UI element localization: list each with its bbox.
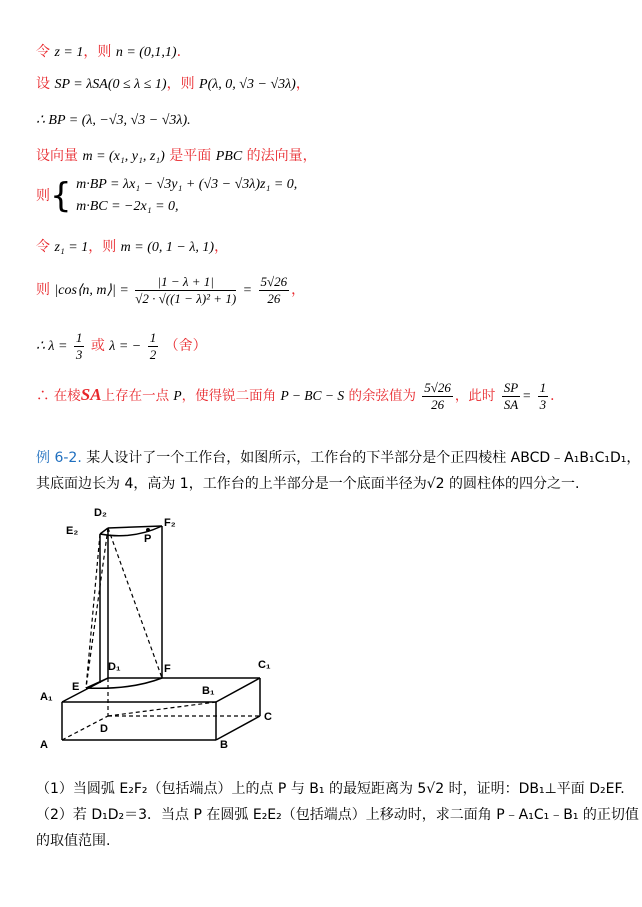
denominator: SA [503, 397, 519, 412]
numerator: 1 [149, 329, 157, 345]
fraction [538, 380, 549, 413]
text: 设 [36, 76, 50, 92]
math-expression: PBC [215, 149, 243, 164]
figure-label: P [144, 533, 152, 545]
solution-line-8 [36, 326, 207, 366]
figure-label: D₁ [108, 661, 121, 673]
solution-line-3 [36, 110, 191, 131]
solution-line-6 [36, 237, 228, 258]
left-brace: { [50, 176, 72, 216]
text: 是平面 [169, 148, 212, 164]
math-expression: m = (x₁, y₁, z₁) [82, 149, 165, 164]
denominator: √2 · √((1 − λ)² + 1) [135, 290, 237, 306]
solution-line-7 [36, 270, 305, 310]
figure-label: A [40, 739, 48, 751]
text: ，则 [88, 239, 117, 255]
example-text: 某人设计了一个工作台，如图所示，工作台的下半部分是个正四棱柱 ABCD﹣A₁B₁C₁D₁， [86, 450, 641, 466]
numerator: 1 [75, 329, 83, 345]
fraction [422, 380, 453, 413]
text: 或 [90, 338, 105, 354]
math-expression: P [173, 388, 182, 403]
figure-label: A₁ [40, 691, 53, 703]
point-p [146, 528, 150, 532]
text: ， [295, 76, 310, 92]
denominator: 3 [75, 346, 83, 362]
equation-row: m·BC = −2x₁ = 0, [76, 199, 179, 214]
example-label: 例 6-2. [36, 450, 82, 466]
equation-system [76, 174, 297, 218]
edge [86, 678, 108, 688]
figure-label: F [164, 663, 171, 675]
math-expression: z = 1 [54, 45, 84, 60]
text: ∴ 在棱 [36, 388, 81, 404]
figure-label: E [72, 681, 80, 693]
numerator: 5√26 [424, 380, 451, 395]
numerator: |1 − λ + 1| [135, 274, 236, 291]
edge [216, 716, 260, 740]
figure-label: D [100, 723, 108, 735]
text: 则 [36, 188, 50, 204]
solution-line-2 [36, 74, 310, 95]
text: 设向量 [36, 148, 78, 164]
text: （舍） [164, 338, 207, 354]
text: ， [214, 239, 229, 255]
solution-line-9 [36, 374, 554, 416]
question-1: （1）当圆弧 E₂F₂（包括端点）上的点 P 与 B₁ 的最短距离为 5√2 时，证明：DB₁⊥平面 D₂EF. [36, 781, 625, 797]
denominator: 2 [149, 346, 157, 362]
figure-label: B [220, 739, 228, 751]
denominator: 26 [267, 290, 281, 306]
text: ，则 [166, 76, 195, 92]
text: 的余弦值为 [348, 388, 416, 404]
hidden-edge [108, 528, 162, 678]
figure-label: C [264, 711, 272, 723]
numerator: 1 [539, 380, 547, 395]
figure-label: F₂ [164, 517, 176, 529]
figure-label: E₂ [66, 525, 79, 537]
numerator: SP [503, 380, 519, 395]
hidden-edge [86, 528, 108, 688]
fraction [135, 274, 236, 307]
math-expression: λ = − [109, 339, 142, 354]
example-line-2: 其底面边长为 4，高为 1，工作台的上半部分是一个底面半径为√2 的圆柱体的四分之一. [36, 476, 580, 492]
solution-line-4 [36, 146, 317, 167]
math-expression: SP = λSA(0 ≤ λ ≤ 1) [54, 77, 167, 92]
hidden-edge [108, 702, 216, 716]
math-expression: SA [80, 385, 102, 404]
question-2-continued: 的取值范围. [36, 833, 111, 849]
math-expression: = [522, 388, 532, 403]
math-expression: P − BC − S [280, 388, 345, 403]
edge [216, 678, 260, 702]
text: ，则 [83, 44, 112, 60]
figure-label: D₂ [94, 507, 107, 519]
text: 上存在一点 [101, 388, 170, 404]
example-paragraph [36, 445, 641, 497]
geometry-figure [36, 500, 296, 760]
text: ，此时 [454, 388, 496, 404]
hidden-edge [86, 534, 100, 688]
math-expression: z₁ = 1 [54, 240, 89, 255]
text: ， [291, 282, 306, 298]
math-expression: ∴ λ = [36, 339, 68, 354]
text: 的法向量， [246, 148, 317, 164]
fraction [74, 330, 85, 363]
math-expression: |cos⟨n, m⟩| = [54, 283, 129, 298]
text: 则 [36, 282, 50, 298]
denominator: 26 [431, 397, 445, 412]
math-expression: m = (0, 1 − λ, 1) [120, 240, 215, 255]
denominator: 3 [539, 397, 547, 412]
solution-line-1 [36, 42, 181, 63]
text: . [550, 388, 555, 404]
edge [108, 526, 162, 528]
text: . [176, 44, 182, 60]
figure-label: B₁ [202, 685, 215, 697]
math-expression: P(λ, 0, √3 − √3λ) [199, 77, 296, 92]
math-expression: = [242, 283, 253, 298]
text: 令 [36, 239, 50, 255]
fraction [259, 274, 290, 307]
fraction [148, 330, 159, 363]
equation-row: m·BP = λx₁ − √3y₁ + (√3 − √3λ)z₁ = 0, [76, 177, 298, 192]
edge [100, 528, 108, 534]
fraction [502, 380, 520, 413]
questions [36, 776, 639, 854]
question-2: （2）若 D₁D₂＝3．当点 P 在圆弧 E₂E₂（包括端点）上移动时，求二面角 P﹣A₁C₁﹣B₁ 的正切值 [36, 807, 639, 823]
text: ，使得锐二面角 [181, 388, 277, 404]
example-line-1 [36, 445, 641, 471]
figure-label: C₁ [258, 659, 271, 671]
math-expression: n = (0,1,1) [115, 45, 177, 60]
solution-line-5 [36, 174, 297, 228]
math-expression: ∴ BP = (λ, −√3, √3 − √3λ). [36, 113, 191, 128]
text: 令 [36, 44, 50, 60]
numerator: 5√26 [260, 273, 288, 289]
